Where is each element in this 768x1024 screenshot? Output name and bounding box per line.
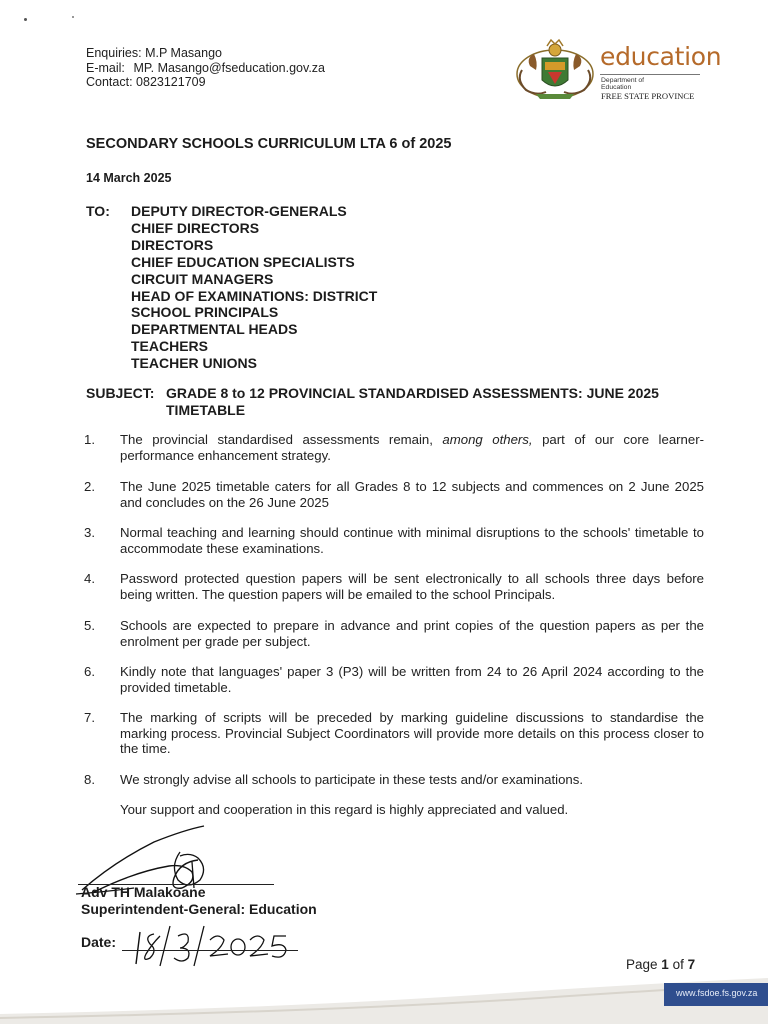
logo-sub-line2: Education — [601, 84, 632, 91]
paragraph-1 — [84, 432, 704, 463]
paragraph-6 — [84, 664, 704, 695]
paragraph-number: 8. — [84, 772, 95, 787]
paragraph-emphasis: among others, — [442, 432, 533, 447]
paragraph-number: 1. — [84, 432, 95, 447]
recipient-item: TEACHER UNIONS — [131, 355, 258, 372]
contact-line — [86, 75, 325, 90]
page-of: of — [672, 957, 684, 972]
paragraph-text-part: The provincial standardised assessments remain, — [120, 432, 443, 447]
scan-speck — [24, 18, 27, 21]
paragraph-text: Password protected question papers will be sent electronically to all schools three days before being written. The question papers will be emailed to the school Principals. — [120, 571, 704, 602]
enquiries-label: Enquiries: — [86, 46, 142, 60]
logo-province: FREE STATE PROVINCE — [601, 91, 695, 101]
paragraph-number: 2. — [84, 479, 95, 494]
logo-divider — [600, 74, 700, 75]
handwritten-date — [130, 918, 302, 968]
recipient-item: SCHOOL PRINCIPALS — [131, 304, 279, 321]
email-value: MP. Masango@fseducation.gov.za — [133, 60, 325, 75]
paragraph-number: 4. — [84, 571, 95, 586]
recipient-list — [131, 203, 377, 372]
paragraph-text: The marking of scripts will be preceded by marking guideline discussions to standardise the marking process. Provincial Subject Coordinators will provide more details on this process closer to the time. — [120, 710, 704, 757]
contact-label: Contact: — [86, 75, 133, 89]
document-heading: SECONDARY SCHOOLS CURRICULUM LTA 6 of 2025 — [86, 136, 452, 152]
recipient-item: DIRECTORS — [131, 236, 214, 253]
paragraph-3 — [84, 525, 704, 556]
signatory-title: Superintendent-General: Education — [81, 901, 317, 917]
to-label: TO: — [86, 203, 110, 219]
paragraph-5 — [84, 618, 704, 649]
page-label: Page — [626, 957, 658, 972]
coat-of-arms-icon — [512, 36, 598, 102]
page-total: 7 — [687, 957, 696, 972]
recipient-item: CIRCUIT MANAGERS — [131, 270, 274, 287]
paragraph-number: 7. — [84, 710, 95, 725]
paragraph-text: Kindly note that languages' paper 3 (P3) will be written from 24 to 26 April 2024 according to the provided timetable. — [120, 664, 704, 695]
enquiries-line — [86, 46, 325, 61]
paragraph-text: The June 2025 timetable caters for all Grades 8 to 12 subjects and commences on 2 June 2025 and concludes on the 26 June 2025 — [120, 479, 704, 510]
paragraph-4 — [84, 571, 704, 602]
closing-remark: Your support and cooperation in this regard is highly appreciated and valued. — [120, 802, 569, 817]
page-current: 1 — [661, 957, 669, 972]
date-signed-label: Date: — [81, 934, 117, 950]
paragraph-text-part: part of our core learner-performance enhancement strategy. — [120, 432, 704, 463]
paragraph-number: 6. — [84, 664, 95, 679]
paragraph-8 — [84, 772, 704, 788]
subject-label: SUBJECT: — [86, 385, 155, 401]
paragraph-text — [120, 432, 704, 463]
logo-department — [601, 77, 644, 91]
recipient-item: CHIEF EDUCATION SPECIALISTS — [131, 253, 355, 270]
footer-wave — [0, 962, 768, 1024]
paragraph-number: 5. — [84, 618, 95, 633]
email-label: E-mail: — [86, 60, 125, 75]
date-line — [122, 950, 298, 951]
footer-url[interactable]: www.fsdoe.fs.gov.za — [676, 988, 758, 998]
scan-speck — [72, 16, 74, 18]
contact-block — [86, 46, 325, 90]
department-logo — [512, 36, 722, 106]
document-date: 14 March 2025 — [86, 171, 172, 185]
logo-wordmark: education — [600, 42, 722, 71]
email-line — [86, 61, 325, 76]
paragraph-text: Normal teaching and learning should continue with minimal disruptions to the schools' timetable to accommodate these examinations. — [120, 525, 704, 556]
recipient-item: HEAD OF EXAMINATIONS: DISTRICT — [131, 287, 378, 304]
signatory-name: Adv TH Malakoane — [81, 884, 206, 900]
recipient-item: DEPUTY DIRECTOR-GENERALS — [131, 203, 347, 219]
contact-value: 0823121709 — [136, 75, 206, 89]
logo-sub-line1: Department of — [601, 77, 645, 84]
recipient-item: DEPARTMENTAL HEADS — [131, 321, 298, 338]
subject-text: GRADE 8 to 12 PROVINCIAL STANDARDISED ASSESSMENTS: JUNE 2025 TIMETABLE — [166, 385, 659, 418]
paragraph-text: We strongly advise all schools to participate in these tests and/or examinations. — [120, 772, 584, 787]
signatory-block — [81, 884, 317, 918]
paragraph-7 — [84, 710, 704, 757]
paragraph-text: Schools are expected to prepare in advance and print copies of the question papers as per the enrolment per grade per subject. — [120, 618, 704, 649]
paragraph-2 — [84, 479, 704, 510]
paragraph-number: 3. — [84, 525, 95, 540]
enquiries-value: M.P Masango — [145, 46, 222, 60]
recipient-item: TEACHERS — [131, 338, 209, 355]
recipient-item: CHIEF DIRECTORS — [131, 219, 260, 236]
